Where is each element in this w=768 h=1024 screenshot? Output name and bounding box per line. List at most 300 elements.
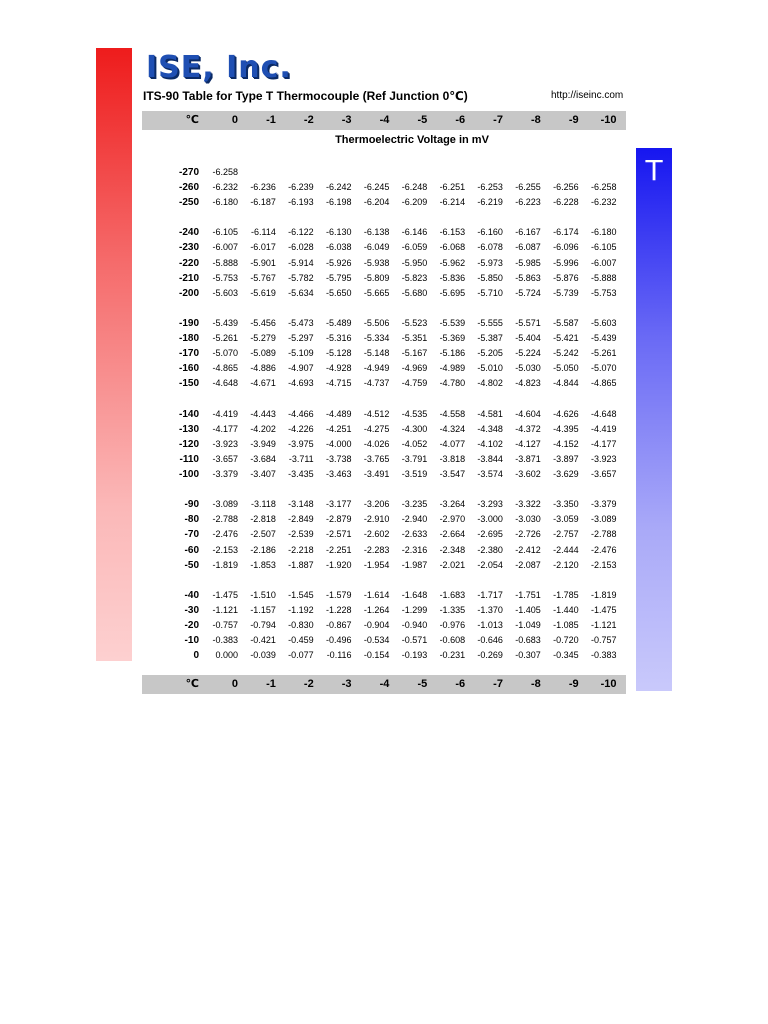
voltage-cell: -0.683 — [515, 635, 541, 645]
voltage-cell: -5.089 — [250, 348, 276, 358]
voltage-cell: -0.720 — [553, 635, 579, 645]
voltage-cell: -5.710 — [477, 288, 503, 298]
voltage-cell: -6.245 — [363, 182, 390, 192]
voltage-cell: -4.535 — [401, 409, 428, 419]
header-bottom-col-8: -7 — [493, 678, 503, 690]
voltage-cell: -0.193 — [401, 650, 428, 660]
voltage-cell: -2.664 — [439, 529, 466, 539]
table-row — [0, 588, 768, 603]
voltage-cell: -5.050 — [553, 363, 579, 373]
voltage-cell: -5.070 — [590, 363, 617, 373]
voltage-cell: -5.603 — [590, 318, 617, 328]
voltage-cell: -1.335 — [439, 605, 466, 615]
voltage-cell: -6.204 — [363, 197, 390, 207]
table-row — [0, 437, 768, 452]
voltage-cell: -1.013 — [477, 620, 503, 630]
voltage-cell: -5.695 — [439, 288, 466, 298]
voltage-cell: -4.759 — [401, 378, 428, 388]
voltage-cell: -3.350 — [553, 499, 579, 509]
voltage-cell: -5.369 — [439, 333, 466, 343]
voltage-cell: -4.581 — [477, 409, 503, 419]
table-row — [0, 346, 768, 361]
voltage-cell: -3.177 — [326, 499, 352, 509]
voltage-cell: -4.443 — [250, 409, 276, 419]
voltage-cell: -3.602 — [515, 469, 541, 479]
voltage-cell: -3.322 — [515, 499, 541, 509]
voltage-cell: -2.476 — [590, 545, 617, 555]
voltage-cell: -5.753 — [590, 288, 617, 298]
header-bottom-col-5: -4 — [379, 678, 390, 690]
voltage-cell: -2.602 — [363, 529, 390, 539]
voltage-cell: -6.138 — [363, 227, 390, 237]
voltage-cell: -4.026 — [363, 439, 390, 449]
voltage-cell: -1.717 — [477, 590, 503, 600]
voltage-cell: -5.242 — [553, 348, 579, 358]
voltage-cell: -4.604 — [515, 409, 541, 419]
table-row — [0, 165, 768, 180]
voltage-cell: -1.920 — [326, 560, 352, 570]
voltage-cell: -1.614 — [363, 590, 390, 600]
voltage-cell: -5.996 — [553, 258, 579, 268]
voltage-cell: -4.324 — [439, 424, 466, 434]
voltage-cell: -6.255 — [515, 182, 541, 192]
voltage-cell: -0.459 — [288, 635, 314, 645]
voltage-cell: -0.534 — [363, 635, 390, 645]
voltage-cell: -2.539 — [288, 529, 314, 539]
voltage-cell: -6.214 — [439, 197, 466, 207]
voltage-cell: -4.102 — [477, 439, 503, 449]
voltage-cell: -3.148 — [288, 499, 314, 509]
voltage-cell: -6.236 — [250, 182, 276, 192]
header-bottom-col-2: -1 — [266, 678, 276, 690]
voltage-cell: -1.475 — [212, 590, 238, 600]
voltage-cell: -4.989 — [439, 363, 466, 373]
voltage-cell: -6.007 — [590, 258, 617, 268]
voltage-cell: -0.421 — [250, 635, 276, 645]
voltage-cell: -2.849 — [288, 514, 314, 524]
voltage-cell: -1.648 — [401, 590, 428, 600]
voltage-cell: -4.865 — [590, 378, 617, 388]
voltage-cell: -2.970 — [439, 514, 466, 524]
table-row — [0, 256, 768, 271]
voltage-cell: -0.116 — [326, 650, 352, 660]
voltage-cell: -5.205 — [477, 348, 503, 358]
voltage-cell: -3.059 — [553, 514, 579, 524]
voltage-cell: -2.695 — [477, 529, 503, 539]
voltage-cell: -2.380 — [477, 545, 503, 555]
voltage-cell: -6.174 — [553, 227, 579, 237]
voltage-cell: -3.629 — [553, 469, 579, 479]
voltage-cell: -5.571 — [515, 318, 541, 328]
voltage-cell: -1.819 — [590, 590, 617, 600]
temperature-cell: -120 — [178, 439, 199, 450]
temperature-cell: -70 — [184, 529, 199, 540]
table-row — [0, 195, 768, 210]
voltage-cell: -4.780 — [439, 378, 466, 388]
voltage-cell: -5.914 — [288, 258, 314, 268]
header-top-col-9: -8 — [531, 114, 541, 126]
voltage-cell: -4.077 — [439, 439, 466, 449]
voltage-cell: -0.904 — [363, 620, 390, 630]
voltage-cell: -3.206 — [363, 499, 390, 509]
table-row — [0, 361, 768, 376]
voltage-cell: -1.510 — [250, 590, 276, 600]
table-row — [0, 180, 768, 195]
voltage-cell: -1.440 — [553, 605, 579, 615]
voltage-cell: -5.795 — [326, 273, 352, 283]
voltage-cell: -4.395 — [553, 424, 579, 434]
table-row — [0, 633, 768, 648]
voltage-cell: -6.193 — [288, 197, 314, 207]
voltage-cell: -3.949 — [250, 439, 276, 449]
voltage-cell: -3.264 — [439, 499, 466, 509]
voltage-cell: -3.463 — [326, 469, 352, 479]
voltage-cell: -4.648 — [590, 409, 617, 419]
voltage-cell: -2.153 — [590, 560, 617, 570]
table-row — [0, 467, 768, 482]
voltage-cell: -3.871 — [515, 454, 541, 464]
voltage-cell: -5.836 — [439, 273, 466, 283]
voltage-cell: -3.491 — [363, 469, 390, 479]
temperature-cell: -230 — [178, 242, 199, 253]
voltage-cell: -5.901 — [250, 258, 276, 268]
voltage-cell: -6.198 — [326, 197, 352, 207]
voltage-cell: -1.545 — [288, 590, 314, 600]
table-row — [0, 618, 768, 633]
voltage-cell: -4.865 — [212, 363, 238, 373]
voltage-cell: -4.127 — [515, 439, 541, 449]
temperature-cell: -200 — [178, 288, 199, 299]
voltage-cell: -6.059 — [401, 242, 428, 252]
temperature-cell: -140 — [178, 409, 199, 420]
voltage-cell: -0.608 — [439, 635, 466, 645]
voltage-cell: -0.231 — [439, 650, 466, 660]
voltage-cell: -0.383 — [212, 635, 238, 645]
voltage-cell: -4.177 — [212, 424, 238, 434]
table-row — [0, 648, 768, 663]
voltage-cell: -5.888 — [212, 258, 238, 268]
voltage-cell: -3.657 — [590, 469, 617, 479]
voltage-cell: -1.853 — [250, 560, 276, 570]
voltage-cell: -5.261 — [590, 348, 617, 358]
voltage-cell: -3.000 — [477, 514, 503, 524]
voltage-cell: -1.887 — [288, 560, 314, 570]
voltage-cell: -2.054 — [477, 560, 503, 570]
voltage-cell: -2.412 — [515, 545, 541, 555]
company-logo: ISE, Inc. — [146, 50, 292, 85]
voltage-cell: -1.987 — [401, 560, 428, 570]
voltage-cell: -2.757 — [553, 529, 579, 539]
voltage-cell: -4.558 — [439, 409, 466, 419]
temperature-cell: -180 — [178, 333, 199, 344]
voltage-cell: -5.850 — [477, 273, 503, 283]
header-top-col-11: -10 — [600, 114, 617, 126]
voltage-cell: 0.000 — [215, 650, 238, 660]
voltage-cell: -5.724 — [515, 288, 541, 298]
voltage-cell: -1.228 — [326, 605, 352, 615]
voltage-cell: -5.421 — [553, 333, 579, 343]
table-row — [0, 558, 768, 573]
voltage-cell: -4.275 — [363, 424, 390, 434]
table-row — [0, 422, 768, 437]
voltage-cell: -6.258 — [590, 182, 617, 192]
voltage-cell: -1.370 — [477, 605, 503, 615]
voltage-cell: -5.876 — [553, 273, 579, 283]
voltage-cell: -6.209 — [401, 197, 428, 207]
table-row — [0, 376, 768, 391]
voltage-cell: -1.785 — [553, 590, 579, 600]
temperature-cell: -130 — [178, 424, 199, 435]
voltage-cell: -5.926 — [326, 258, 352, 268]
table-row — [0, 225, 768, 240]
voltage-cell: -2.120 — [553, 560, 579, 570]
temperature-cell: 0 — [193, 650, 199, 661]
voltage-cell: -3.684 — [250, 454, 276, 464]
voltage-cell: -6.187 — [250, 197, 276, 207]
voltage-cell: -6.096 — [553, 242, 579, 252]
header-bottom-col-3: -2 — [303, 678, 314, 690]
temperature-cell: -250 — [178, 197, 199, 208]
voltage-cell: -5.387 — [477, 333, 503, 343]
voltage-cell: -3.738 — [326, 454, 352, 464]
voltage-cell: -0.039 — [250, 650, 276, 660]
voltage-cell: -6.049 — [363, 242, 390, 252]
voltage-cell: -4.969 — [401, 363, 428, 373]
voltage-cell: -6.248 — [401, 182, 428, 192]
voltage-cell: -6.078 — [477, 242, 503, 252]
voltage-cell: -1.049 — [515, 620, 541, 630]
table-row — [0, 286, 768, 301]
voltage-cell: -3.407 — [250, 469, 276, 479]
table-row — [0, 603, 768, 618]
voltage-cell: -6.256 — [553, 182, 579, 192]
temperature-cell: -10 — [184, 635, 199, 646]
table-row — [0, 316, 768, 331]
voltage-cell: -3.818 — [439, 454, 466, 464]
table-row — [0, 512, 768, 527]
voltage-cell: -2.283 — [363, 545, 390, 555]
voltage-cell: -4.251 — [326, 424, 352, 434]
voltage-cell: -6.007 — [212, 242, 238, 252]
voltage-cell: -4.226 — [288, 424, 314, 434]
voltage-cell: -5.680 — [401, 288, 428, 298]
table-row — [0, 452, 768, 467]
voltage-cell: -1.264 — [363, 605, 390, 615]
header-bottom-col-7: -6 — [455, 678, 466, 690]
table-row — [0, 407, 768, 422]
voltage-cell: -6.087 — [515, 242, 541, 252]
voltage-cell: -5.950 — [401, 258, 428, 268]
voltage-cell: -3.923 — [590, 454, 617, 464]
voltage-cell: -4.802 — [477, 378, 503, 388]
voltage-cell: -0.757 — [212, 620, 238, 630]
voltage-cell: -5.665 — [363, 288, 390, 298]
voltage-cell: -2.186 — [250, 545, 276, 555]
voltage-cell: -5.456 — [250, 318, 276, 328]
voltage-cell: -1.475 — [590, 605, 617, 615]
table-row — [0, 497, 768, 512]
voltage-cell: -4.715 — [326, 378, 352, 388]
voltage-cell: -0.269 — [477, 650, 503, 660]
voltage-cell: -5.962 — [439, 258, 466, 268]
temperature-cell: -240 — [178, 227, 199, 238]
voltage-cell: -3.089 — [212, 499, 238, 509]
voltage-cell: -1.579 — [326, 590, 352, 600]
voltage-cell: -1.954 — [363, 560, 390, 570]
voltage-cell: -4.052 — [401, 439, 428, 449]
voltage-cell: -6.232 — [212, 182, 238, 192]
voltage-cell: -5.619 — [250, 288, 276, 298]
voltage-cell: -0.976 — [439, 620, 466, 630]
voltage-cell: -0.154 — [363, 650, 390, 660]
voltage-cell: -6.223 — [515, 197, 541, 207]
voltage-cell: -4.202 — [250, 424, 276, 434]
voltage-cell: -5.863 — [515, 273, 541, 283]
voltage-cell: -4.907 — [288, 363, 314, 373]
voltage-cell: -2.788 — [590, 529, 617, 539]
voltage-cell: -6.253 — [477, 182, 503, 192]
header-bottom-col-10: -9 — [568, 678, 579, 690]
voltage-cell: -5.030 — [515, 363, 541, 373]
temperature-cell: -270 — [178, 167, 199, 178]
voltage-cell: -5.767 — [250, 273, 276, 283]
voltage-cell: -2.818 — [250, 514, 276, 524]
table-row — [0, 271, 768, 286]
temperature-cell: -190 — [178, 318, 199, 329]
table-row — [0, 331, 768, 346]
voltage-cell: -1.751 — [515, 590, 541, 600]
temperature-cell: -110 — [179, 454, 199, 465]
voltage-cell: -0.307 — [515, 650, 541, 660]
temperature-cell: -160 — [178, 363, 199, 374]
voltage-cell: -1.121 — [212, 605, 238, 615]
voltage-cell: -0.345 — [553, 650, 579, 660]
voltage-cell: -2.476 — [212, 529, 238, 539]
voltage-cell: -3.547 — [439, 469, 466, 479]
voltage-cell: -3.118 — [250, 499, 276, 509]
voltage-cell: -3.435 — [288, 469, 314, 479]
voltage-cell: -5.439 — [590, 333, 617, 343]
header-bottom-col-9: -8 — [531, 678, 541, 690]
temperature-cell: -260 — [178, 182, 199, 193]
voltage-cell: -2.571 — [326, 529, 352, 539]
voltage-cell: -5.634 — [288, 288, 314, 298]
voltage-cell: -5.603 — [212, 288, 238, 298]
header-top-col-1: 0 — [231, 114, 238, 126]
voltage-cell: -4.177 — [590, 439, 617, 449]
website-url[interactable]: http://iseinc.com — [551, 90, 624, 101]
voltage-cell: -4.489 — [326, 409, 352, 419]
voltage-cell: -4.466 — [288, 409, 314, 419]
header-top-col-2: -1 — [266, 114, 276, 126]
temperature-cell: -150 — [178, 378, 199, 389]
temperature-cell: -100 — [178, 469, 199, 480]
voltage-cell: -6.167 — [515, 227, 541, 237]
voltage-cell: -6.239 — [288, 182, 314, 192]
voltage-cell: -5.070 — [212, 348, 238, 358]
voltage-cell: -4.152 — [553, 439, 579, 449]
voltage-cell: -3.235 — [401, 499, 428, 509]
voltage-cell: -5.973 — [477, 258, 503, 268]
voltage-cell: -4.648 — [212, 378, 238, 388]
voltage-cell: -4.348 — [477, 424, 503, 434]
voltage-cell: -2.788 — [212, 514, 238, 524]
voltage-cell: -2.940 — [401, 514, 428, 524]
header-bottom-col-11: -10 — [600, 678, 617, 690]
header-top-col-8: -7 — [493, 114, 503, 126]
voltage-cell: -6.153 — [439, 227, 466, 237]
header-top-col-3: -2 — [303, 114, 314, 126]
voltage-cell: -3.657 — [212, 454, 238, 464]
voltage-cell: -5.128 — [326, 348, 352, 358]
voltage-cell: -6.105 — [590, 242, 617, 252]
document-title: ITS-90 Table for Type T Thermocouple (Ref Junction 0℃) — [143, 89, 468, 103]
temperature-cell: -30 — [184, 605, 199, 616]
voltage-cell: -3.519 — [401, 469, 428, 479]
header-top-col-0: ℃ — [185, 114, 199, 126]
header-bottom-col-6: -5 — [417, 678, 428, 690]
voltage-cell: -2.021 — [439, 560, 466, 570]
voltage-cell: -6.180 — [590, 227, 617, 237]
voltage-cell: -2.633 — [401, 529, 428, 539]
voltage-cell: -2.251 — [326, 545, 352, 555]
voltage-cell: -6.160 — [477, 227, 503, 237]
voltage-cell: -5.439 — [212, 318, 238, 328]
temperature-cell: -20 — [184, 620, 199, 631]
voltage-cell: -2.153 — [212, 545, 238, 555]
voltage-cell: -4.928 — [326, 363, 352, 373]
voltage-cell: -6.251 — [439, 182, 466, 192]
voltage-cell: -3.897 — [553, 454, 579, 464]
voltage-cell: -1.121 — [590, 620, 617, 630]
voltage-cell: -4.300 — [401, 424, 428, 434]
voltage-cell: -4.737 — [363, 378, 390, 388]
voltage-cell: -1.819 — [212, 560, 238, 570]
voltage-cell: -2.348 — [439, 545, 466, 555]
voltage-cell: -4.886 — [250, 363, 276, 373]
voltage-cell: -2.444 — [553, 545, 579, 555]
voltage-cell: -1.157 — [250, 605, 276, 615]
voltage-cell: -5.539 — [439, 318, 466, 328]
voltage-cell: -5.351 — [401, 333, 428, 343]
voltage-cell: -0.496 — [326, 635, 352, 645]
voltage-cell: -2.910 — [363, 514, 390, 524]
voltage-cell: -6.130 — [326, 227, 352, 237]
voltage-cell: -6.114 — [250, 227, 276, 237]
table-row — [0, 543, 768, 558]
voltage-cell: -0.867 — [326, 620, 352, 630]
voltage-cell: -6.146 — [401, 227, 428, 237]
temperature-cell: -60 — [184, 545, 199, 556]
voltage-cell: -3.030 — [515, 514, 541, 524]
voltage-cell: -5.279 — [250, 333, 276, 343]
voltage-cell: -4.419 — [590, 424, 617, 434]
voltage-cell: -6.228 — [553, 197, 579, 207]
voltage-cell: -5.888 — [590, 273, 617, 283]
voltage-cell: -4.844 — [553, 378, 579, 388]
voltage-cell: -1.085 — [553, 620, 579, 630]
voltage-cell: -3.379 — [590, 499, 617, 509]
voltage-cell: -5.523 — [401, 318, 428, 328]
temperature-cell: -90 — [184, 499, 199, 510]
voltage-cell: -4.512 — [363, 409, 390, 419]
voltage-cell: -5.473 — [288, 318, 314, 328]
header-bottom-col-4: -3 — [341, 678, 352, 690]
voltage-cell: -3.293 — [477, 499, 503, 509]
voltage-cell: -3.765 — [363, 454, 390, 464]
voltage-cell: -4.671 — [250, 378, 276, 388]
voltage-cell: -6.122 — [288, 227, 314, 237]
